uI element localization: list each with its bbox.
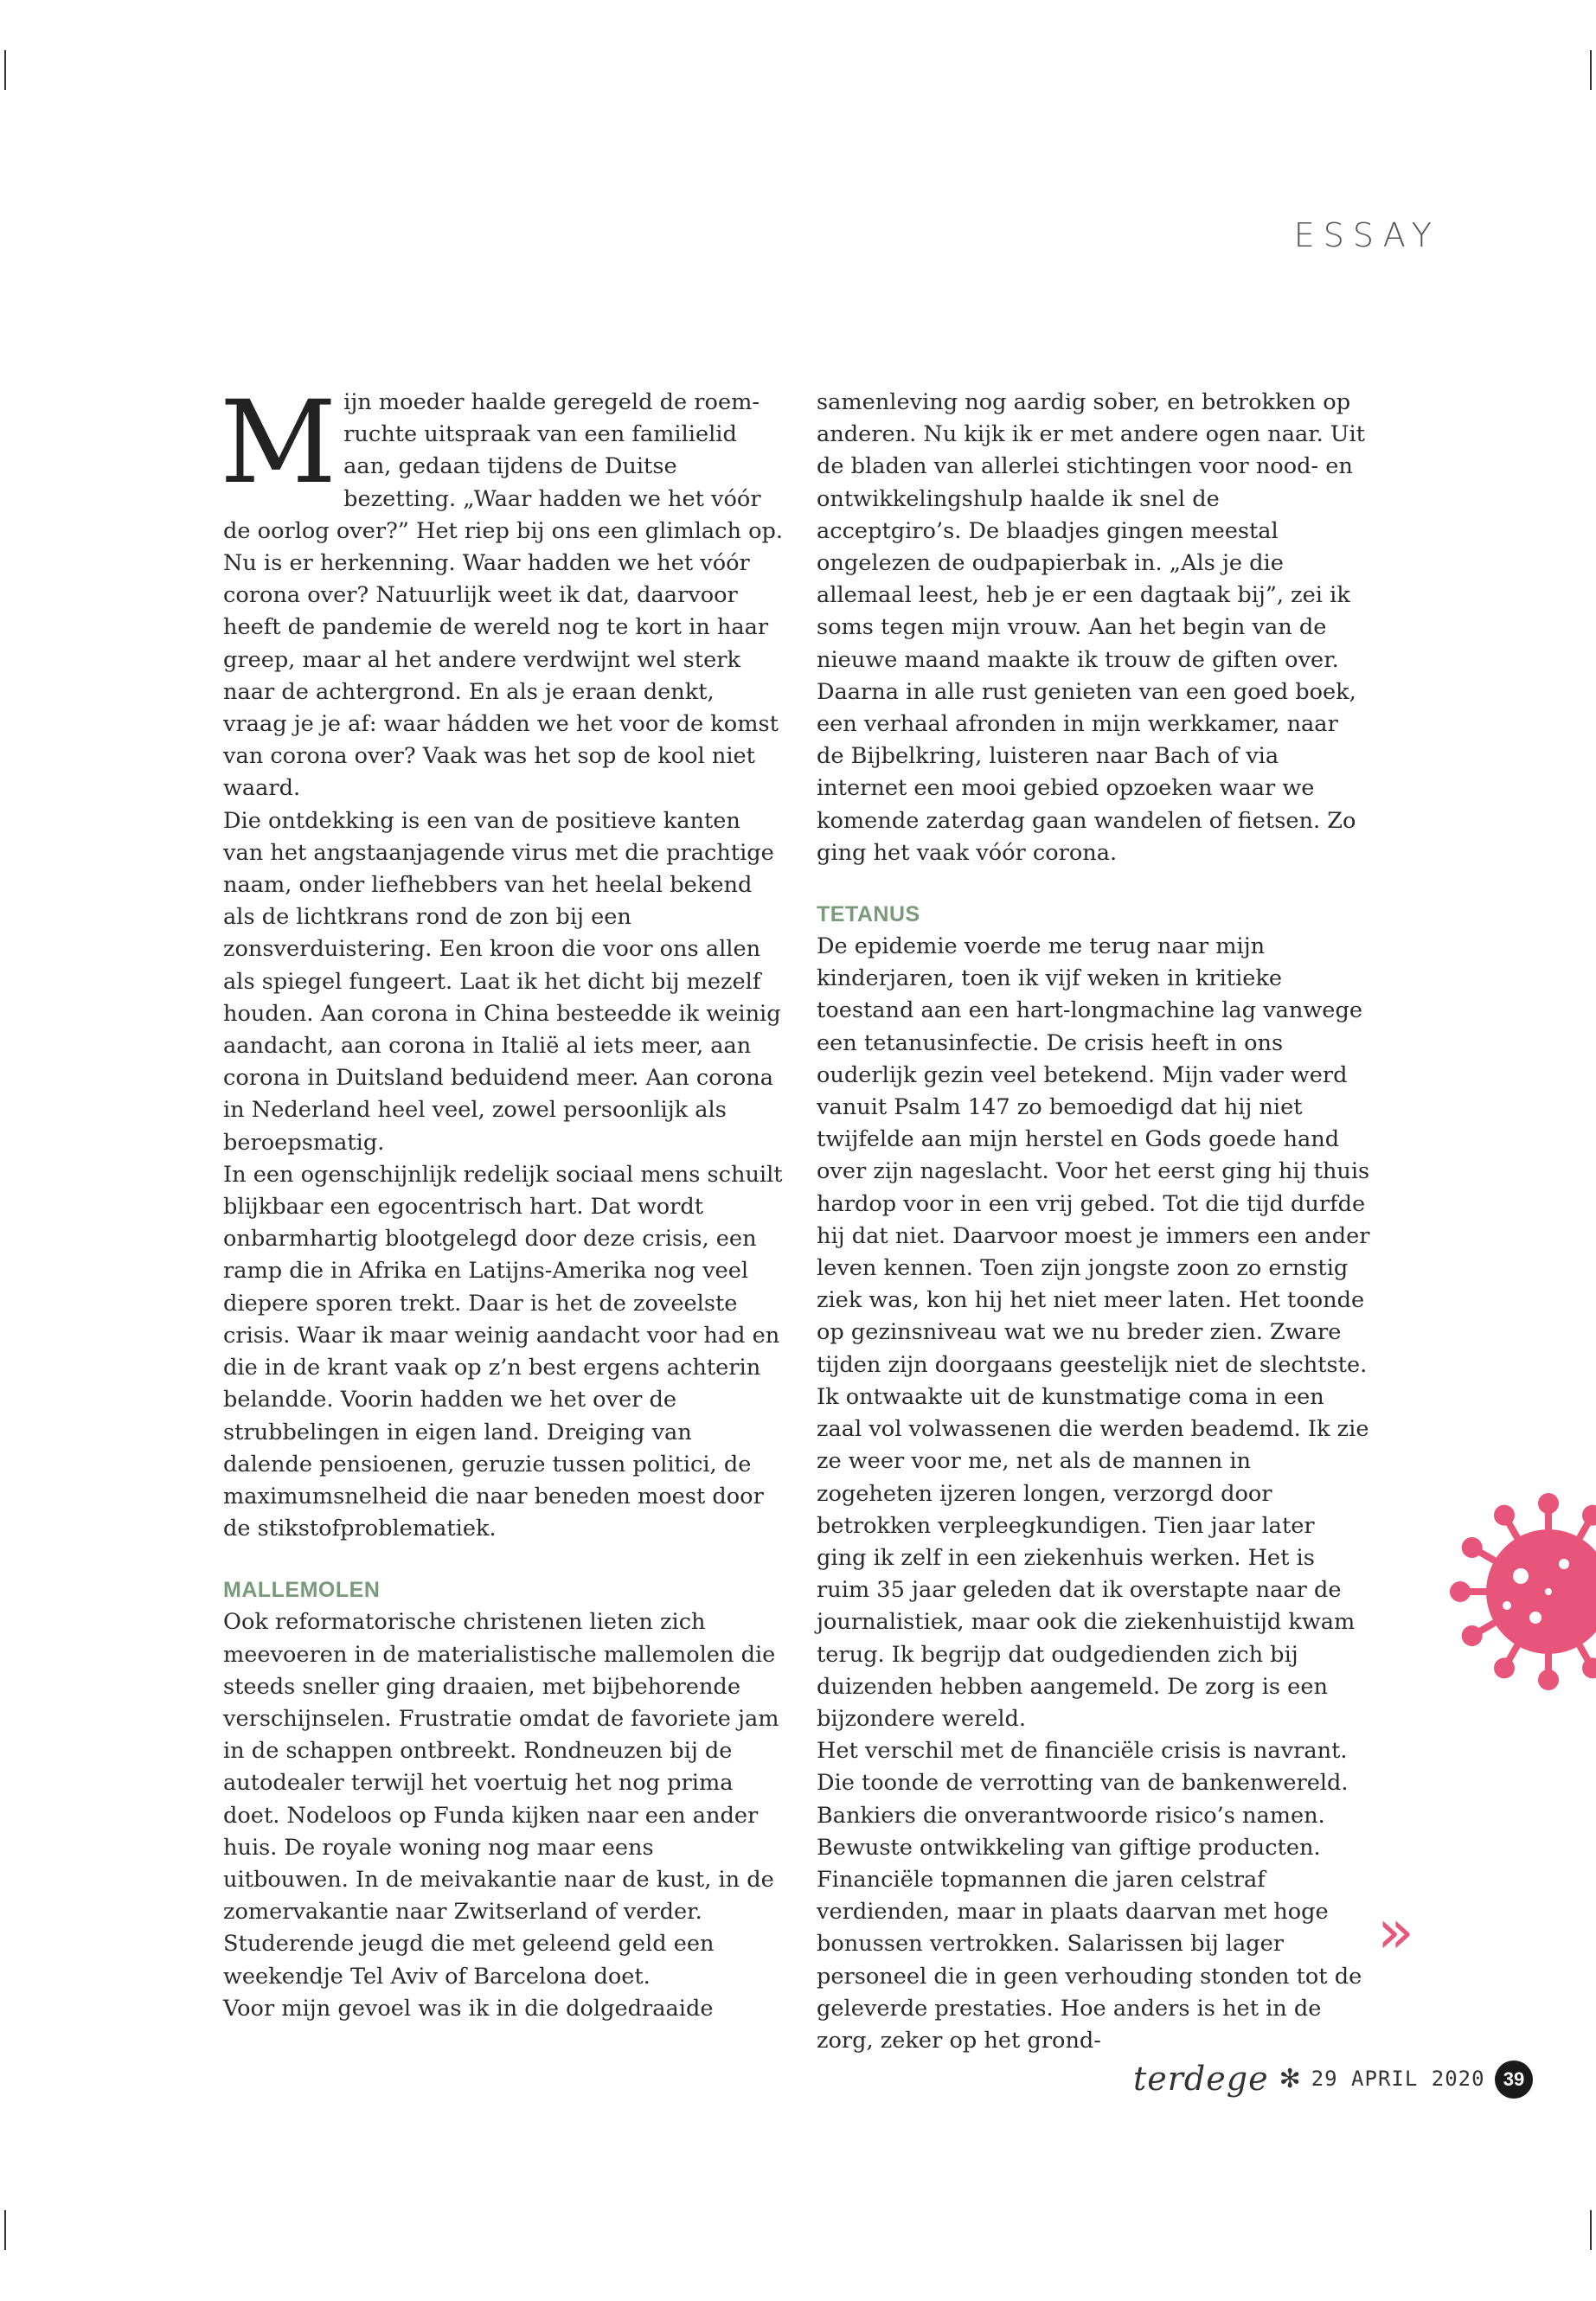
paragraph: Die ontdekking is een van de positieve kanten van het angstaanjagende virus met die prachtige naam, onder liefhebbers van het heelal bekend als de lichtkrans rond de zon bij een zonsverduistering. Een kroon die voor ons allen als spiegel fungeert. Laat ik het dicht bij mezelf houden. Aan corona in China besteedde ik weinig aandacht, aan corona in Italië al iets meer, aan corona in Duitsland beduidend meer. Aan corona in Nederland heel veel, zowel persoonlijk als beroepsmatig. bbox=[223, 807, 781, 1156]
paragraph: Ook reformatorische christenen lieten zich meevoeren in de materialistische mallemolen die steeds sneller ging draaien, met bijbehorende verschijnselen. Frustratie omdat de favoriete jam in de schappen ontbreekt. Rondneuzen bij de autodealer terwijl het voertuig het nog prima doet. Nodeloos op Funda kijken naar een ander huis. De royale woning nog maar eens uitbouwen. In de meivakantie naar de kust, in de zomervakantie naar Zwitserland of verder. Studerende jeugd die met geleend geld een weekendje Tel Aviv of Barcelona doet. bbox=[223, 1609, 779, 1990]
asterisk-icon: ✻ bbox=[1279, 2063, 1301, 2094]
continue-arrow-icon: » bbox=[1377, 1896, 1402, 1967]
issue-date: 29 APRIL 2020 bbox=[1311, 2067, 1485, 2091]
page-number: 39 bbox=[1495, 2061, 1533, 2099]
crop-mark-bottom-left bbox=[4, 2210, 6, 2250]
article-column-left bbox=[220, 376, 784, 2025]
section-label: ESSAY bbox=[1293, 216, 1440, 254]
crop-mark-bottom-right bbox=[1590, 2210, 1592, 2250]
paragraph: Voor mijn gevoel was ik in die dolgedraaide bbox=[223, 1995, 714, 2022]
paragraph: samenleving nog aardig sober, en betrokken op anderen. Nu kijk ik er met andere ogen naar. Uit de bladen van allerlei stichtingen voor nood- en ontwikkelingshulp haalde ik snel de acceptgiro’s. De blaadjes gingen meestal ongelezen de oudpapierbak in. „Als je die allemaal leest, heb je er een dagtaak bij”, zei ik soms tegen mijn vrouw. Aan het begin van de nieuwe maand maakte ik trouw de giften over. Daarna in alle rust genieten van een goed boek, een verhaal afronden in mijn werkkamer, naar de Bijbelkring, luisteren naar Bach of via internet een mooi gebied opzoeken waar we komende zaterdag gaan wandelen of fietsen. Zo ging het vaak vóór corona. bbox=[817, 389, 1365, 866]
paragraph: Ik ontwaakte uit de kunstmatige coma in een zaal vol volwassenen die werden beademd. Ik zie ze weer voor me, net als de mannen in zogeheten ijzeren longen, verzorgd door betrokken verpleegkundigen. Tien jaar later ging ik zelf in een ziekenhuis werken. Het is ruim 35 jaar geleden dat ik overstapte naar de journalistiek, maar ook die ziekenhuistijd kwam terug. Ik begrijp dat oudgedienden zich bij duizenden hebben aangemeld. De zorg is een bijzondere wereld. bbox=[817, 1383, 1369, 1732]
article-column-right bbox=[817, 387, 1370, 2057]
dropcap: M bbox=[220, 376, 337, 510]
page-footer bbox=[1133, 2057, 1531, 2100]
paragraph-text: ijn moeder haalde geregeld de roemruchte uitspraak van een familielid aan, gedaan tijdens de Duitse bezetting. „Waar hadden we het vóór de oorlog over?” Het riep bij ons een glimlach op. Nu is er herkenning. Waar hadden we het vóór corona over? Natuurlijk weet ik dat, daarvoor heeft de pandemie de wereld nog te kort in haar greep, maar al het andere verdwijnt wel sterk naar de achtergrond. En als je eraan denkt, vraag je je af: waar hádden we het voor de komst van corona over? Vaak was het sop de kool niet waard. bbox=[223, 389, 784, 802]
crop-mark-top-left bbox=[4, 50, 6, 90]
virus-icon bbox=[1419, 1479, 1596, 1704]
subheading: MALLEMOLEN bbox=[223, 1578, 381, 1603]
paragraph: In een ogenschijnlijk redelijk sociaal mens schuilt blijkbaar een egocentrisch hart. Dat wordt onbarmhartig blootgelegd door deze crisis, een ramp die in Afrika en Latijns-Amerika nog veel diepere sporen trekt. Daar is het de zoveelste crisis. Waar ik maar weinig aandacht voor had en die in de krant vaak op z’n best ergens achterin belandde. Voorin hadden we het over de strubbelingen in eigen land. Dreiging van dalende pensioenen, geruzie tussen politici, de maximumsnelheid die naar beneden moest door de stikstofproblematiek. bbox=[223, 1161, 783, 1542]
crop-mark-top-right bbox=[1590, 50, 1592, 90]
subheading: TETANUS bbox=[817, 902, 920, 927]
paragraph: De epidemie voerde me terug naar mijn kinderjaren, toen ik vijf weken in kritieke toestand aan een hart-longmachine lag vanwege een tetanusinfectie. De crisis heeft in ons ouderlijk gezin veel betekend. Mijn vader werd vanuit Psalm 147 zo bemoedigd dat hij niet twijfelde aan mijn herstel en Gods goede hand over zijn nageslacht. Voor het eerst ging hij thuis hardop voor in een vrij gebed. Tot die tijd durfde hij dat niet. Daarvoor moest je immers een ander leven kennen. Toen zijn jongste zoon zo ernstig ziek was, kon hij het niet meer laten. Het toonde op gezinsniveau wat we nu breder zien. Zware tijden zijn doorgaans geestelijk niet de slechtste. bbox=[817, 933, 1370, 1378]
paragraph bbox=[220, 376, 784, 805]
magazine-logo: terdege bbox=[1133, 2060, 1269, 2098]
paragraph: Het verschil met de financiële crisis is navrant. Die toonde de verrotting van de bankenwereld. Bankiers die onverantwoorde risico’s namen. Bewuste ontwikkeling van giftige producten. Financiële topmannen die jaren celstraf verdienden, maar in plaats daarvan met hoge bonussen vertrokken. Salarissen bij lager personeel die in geen verhouding stonden tot de geleverde prestaties. Hoe anders is het in de zorg, zeker op het grond- bbox=[817, 1738, 1362, 2054]
